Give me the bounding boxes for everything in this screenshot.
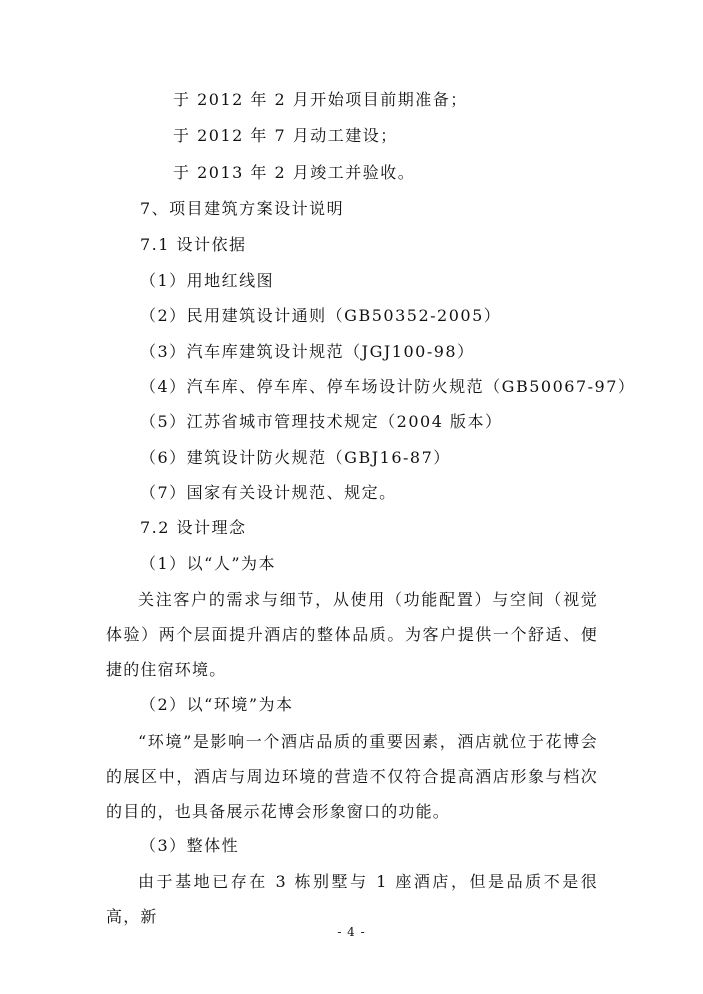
basis-item-7: （7）国家有关设计规范、规定。 [140,483,397,502]
schedule-line-3: 于 2013 年 2 月竣工并验收。 [173,163,416,182]
basis-item-3: （3）汽车库建筑设计规范（JGJ100-98） [140,342,475,361]
concept-point-3-heading: （3）整体性 [140,836,240,855]
basis-item-2: （2）民用建筑设计通则（GB50352-2005） [140,306,502,325]
concept-point-2-text: “环境”是影响一个酒店品质的重要因素，酒店就位于花博会的展区中，酒店与周边环境的营造不仅符合提高酒店形象与档次的目的，也具备展示花博会形象窗口的功能。 [106,732,598,821]
schedule-line-2: 于 2012 年 7 月动工建设； [173,126,398,145]
basis-item-5: （5）江苏省城市管理技术规定（2004 版本） [140,412,503,431]
concept-point-2-heading: （2）以“环境”为本 [140,695,294,714]
page-number: - 4 - [337,925,366,939]
concept-point-1-heading: （1）以“人”为本 [140,554,277,573]
basis-item-4: （4）汽车库、停车库、停车场设计防火规范（GB50067-97） [140,377,636,396]
schedule-line-1: 于 2012 年 2 月开始项目前期准备； [173,90,468,109]
section-heading: 7、项目建筑方案设计说明 [140,199,345,218]
basis-item-6: （6）建筑设计防火规范（GBJ16-87） [140,448,451,467]
basis-item-1: （1）用地红线图 [140,271,275,290]
concept-point-1-text: 关注客户的需求与细节，从使用（功能配置）与空间（视觉体验）两个层面提升酒店的整体品质。为客户提供一个舒适、便捷的住宿环境。 [106,590,598,679]
subsection-basis-heading: 7.1 设计依据 [140,235,247,254]
subsection-concept-heading: 7.2 设计理念 [140,518,247,537]
concept-point-3-text: 由于基地已存在 3 栋别墅与 1 座酒店，但是品质不是很高，新 [106,872,598,926]
